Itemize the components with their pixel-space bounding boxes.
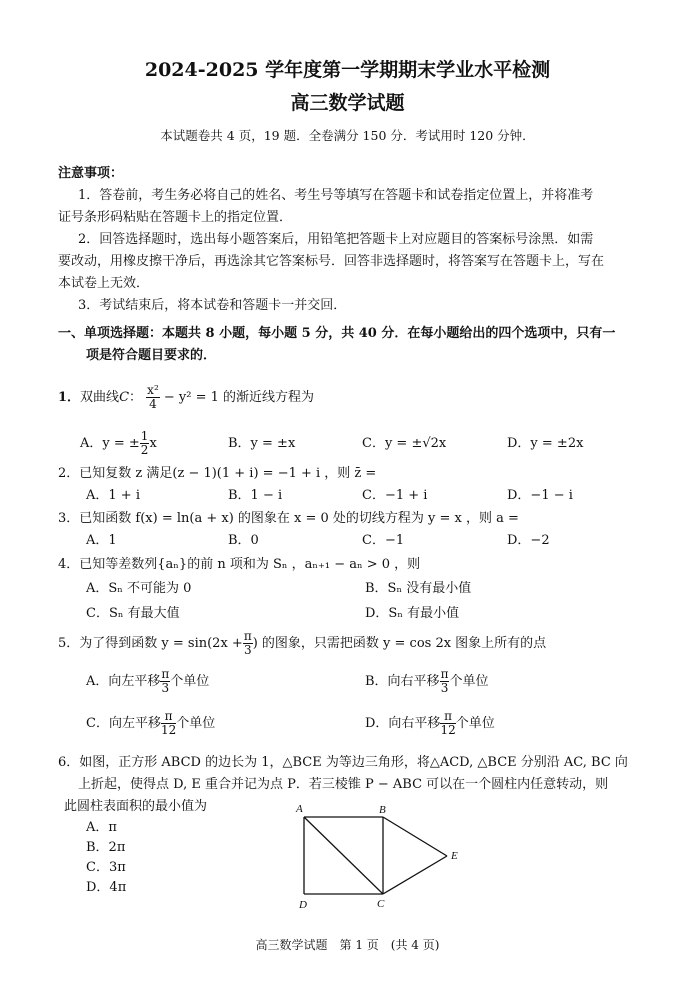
q5-option-a xyxy=(86,668,209,695)
q6-label-e: E xyxy=(451,850,458,862)
q6-edge-be xyxy=(383,817,447,856)
q4-option-c: C．Sₙ 有最大值 xyxy=(86,606,180,621)
q2-option-d: D．−1 − i xyxy=(507,488,573,503)
q1-rest: − y² = 1 的渐近线方程为 xyxy=(163,390,315,405)
question-3: 3．已知函数 f(x) = ln(a + x) 的图象在 x = 0 处的切线方程为 y = x ，则 a = xyxy=(58,511,519,526)
q5-option-a-den: 3 xyxy=(161,681,170,695)
notice-p2b: 要改动，用橡皮擦干净后，再选涂其它答案标号．回答非选择题时，将答案写在答题卡上，写在 xyxy=(58,254,605,269)
notice-heading: 注意事项： xyxy=(58,166,124,181)
q5-option-d-fraction xyxy=(440,710,455,737)
q5-option-b-den: 3 xyxy=(440,681,449,695)
question-6-line3: 此圆柱表面积的最小值为 xyxy=(64,799,208,814)
q5-option-b-pre: B．向右平移 xyxy=(365,674,440,689)
q1-option-b: B．y = ±x xyxy=(228,436,296,451)
q1-number: 1． xyxy=(58,390,81,405)
notice-p2c: 本试卷上无效． xyxy=(58,276,150,291)
notice-p1a: 1．答卷前，考生务必将自己的姓名、考生号等填写在答题卡和试卷指定位置上，并将准考 xyxy=(78,188,594,203)
q5-option-d-den: 12 xyxy=(440,723,456,737)
q5-option-a-num: π xyxy=(161,667,170,681)
q6-edge-ac xyxy=(304,817,383,894)
q2-option-c: C．−1 + i xyxy=(362,488,428,503)
q4-option-b: B．Sₙ 没有最小值 xyxy=(365,581,472,596)
q5-option-c-num: π xyxy=(161,710,176,724)
q5-option-c-post: 个单位 xyxy=(176,716,216,731)
q5-option-b-fraction xyxy=(440,668,450,695)
notice-p2a: 2．回答选择题时，选出每小题答案后，用铅笔把答题卡上对应题目的答案标号涂黑．如需 xyxy=(78,232,594,247)
q1-prefix: 双曲线 xyxy=(80,390,120,405)
q5-prefix: 5．为了得到函数 y = sin(2x + xyxy=(58,636,243,651)
q5-option-b-post: 个单位 xyxy=(449,674,489,689)
q5-option-a-fraction xyxy=(160,668,170,695)
q5-option-c-pre: C．向左平移 xyxy=(86,716,161,731)
q1-option-a-tail: x xyxy=(149,436,157,451)
q4-option-a: A．Sₙ 不可能为 0 xyxy=(86,581,192,596)
q5-option-d-post: 个单位 xyxy=(455,716,495,731)
q6-label-a: A xyxy=(296,803,303,815)
question-2: 2．已知复数 z 满足(z − 1)(1 + i) = −1 + i ，则 z̄ = xyxy=(58,466,377,481)
q3-option-b: B．0 xyxy=(228,533,259,548)
q6-label-c: C xyxy=(377,898,385,910)
question-6-line2: 上折起，使得点 D, E 重合并记为点 P．若三棱锥 P − ABC 可以在一个圆柱内任意转动，则 xyxy=(78,777,609,792)
q1-frac-den: 4 xyxy=(149,397,157,411)
q6-figure xyxy=(290,800,470,915)
q6-label-d: D xyxy=(299,899,307,911)
q5-option-a-pre: A．向左平移 xyxy=(86,674,161,689)
q5-fraction xyxy=(243,630,253,657)
q5-option-d-num: π xyxy=(440,710,455,724)
notice-p1b: 证号条形码粘贴在答题卡上的指定位置． xyxy=(58,210,293,225)
q3-option-c: C．−1 xyxy=(362,533,405,548)
q1-hyperbola-name: C xyxy=(119,390,130,405)
q5-suffix: ) 的图象，只需把函数 y = cos 2x 图象上所有的点 xyxy=(252,636,547,651)
q2-option-b: B．1 − i xyxy=(228,488,283,503)
q1-option-a-text: A．y = ± xyxy=(80,436,140,451)
q6-option-c: C．3π xyxy=(86,860,126,875)
q5-option-a-post: 个单位 xyxy=(170,674,210,689)
exam-title: 2024-2025 学年度第一学期期末学业水平检测 xyxy=(144,59,551,81)
q5-option-c xyxy=(86,710,215,737)
q6-option-a: A．π xyxy=(86,820,117,835)
q1-colon: ： xyxy=(129,390,143,405)
q2-option-a: A．1 + i xyxy=(86,488,140,503)
q5-option-d-pre: D．向右平移 xyxy=(365,716,441,731)
q6-option-b: B．2π xyxy=(86,840,126,855)
q3-option-d: D．−2 xyxy=(507,533,550,548)
q6-option-d: D．4π xyxy=(86,880,127,895)
exam-subtitle: 高三数学试题 xyxy=(290,92,405,114)
q6-edge-ce xyxy=(383,856,447,894)
exam-info: 本试题卷共 4 页，19 题．全卷满分 150 分．考试用时 120 分钟． xyxy=(160,128,535,143)
q3-option-a: A．1 xyxy=(86,533,117,548)
question-6-line1: 6．如图，正方形 ABCD 的边长为 1，△BCE 为等边三角形，将△ACD, △BCE 分别沿 AC, BC 向 xyxy=(58,755,628,770)
q1-option-a xyxy=(80,430,157,457)
q5-option-b xyxy=(365,668,488,695)
q5-option-b-num: π xyxy=(440,667,449,681)
q5-option-d xyxy=(365,710,495,737)
question-4: 4．已知等差数列{aₙ}的前 n 项和为 Sₙ ，aₙ₊₁ − aₙ > 0 ，则 xyxy=(58,557,421,572)
question-5 xyxy=(58,630,546,657)
q1-option-a-den: 2 xyxy=(140,443,149,457)
q6-label-b: B xyxy=(379,804,386,816)
q4-option-d: D．Sₙ 有最小值 xyxy=(365,606,460,621)
q5-option-c-fraction xyxy=(161,710,176,737)
page-footer: 高三数学试题 第 1 页 (共 4 页) xyxy=(255,938,440,952)
q1-fraction xyxy=(146,384,160,411)
q5-frac-den: 3 xyxy=(243,643,252,657)
q5-frac-num: π xyxy=(243,629,252,643)
q5-option-c-den: 12 xyxy=(160,723,177,737)
question-1 xyxy=(58,384,314,411)
q1-option-d: D．y = ±2x xyxy=(507,436,584,451)
q1-option-a-num: 1 xyxy=(140,429,149,443)
q1-frac-num: x² xyxy=(147,383,159,397)
section-heading-line2: 项是符合题目要求的． xyxy=(86,348,217,363)
q1-option-a-fraction xyxy=(140,430,150,457)
section-heading-line1: 一、单项选择题：本题共 8 小题，每小题 5 分，共 40 分．在每小题给出的四个选项中，只有一 xyxy=(58,326,616,341)
q1-option-c: C．y = ±√2x xyxy=(362,436,447,451)
notice-p3: 3．考试结束后，将本试卷和答题卡一并交回． xyxy=(78,298,347,313)
